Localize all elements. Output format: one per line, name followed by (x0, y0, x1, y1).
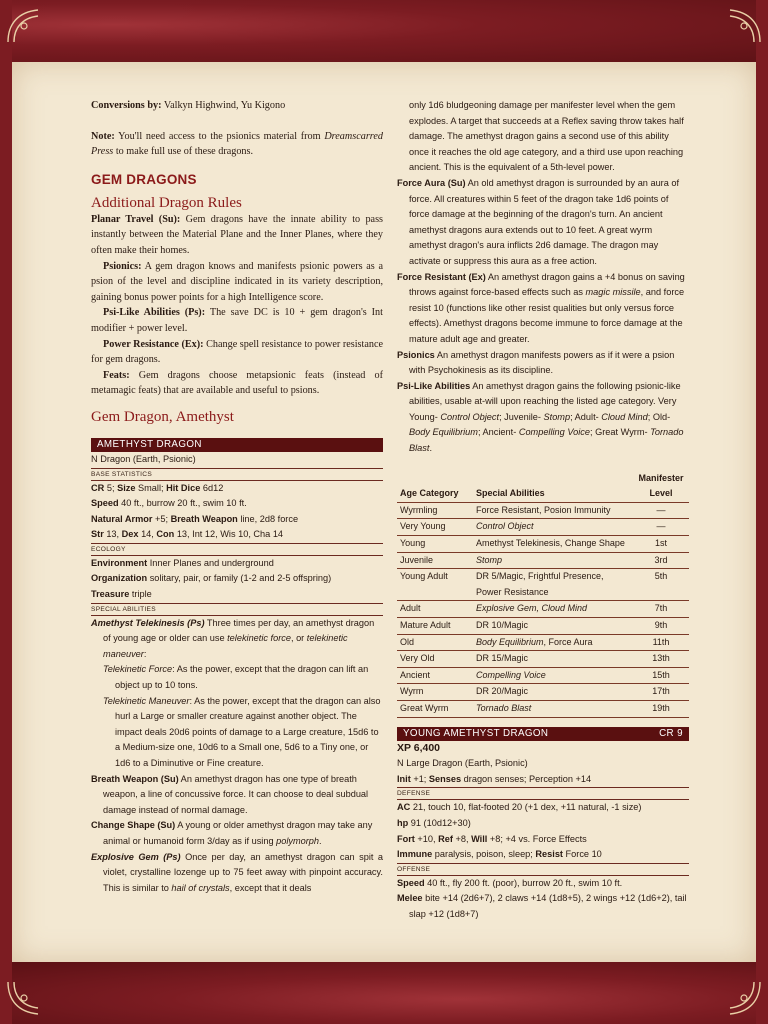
ability-text: An amethyst dragon gains a +4 bonus on saving throws against force-based effects such as (409, 271, 685, 298)
ability-italic: telekinetic maneuver (103, 633, 348, 659)
rule-psionics (91, 259, 383, 306)
manifester-level-cell: 17th (633, 684, 689, 701)
ecology-line (91, 587, 383, 603)
abilities-text: DR 5/Magic, Frightful Presence, Power Resistance (476, 571, 604, 597)
table-row (397, 569, 689, 601)
age-cell: Very Old (397, 651, 473, 668)
column-header-manifester-line2: Level (649, 488, 673, 499)
stat-value: paralysis, poison, sleep; (432, 849, 536, 860)
section-heading-gem-dragons: GEM DRAGONS (91, 171, 197, 187)
stat-key: Str (91, 529, 104, 540)
ability-text: ; Great Wyrm- (589, 427, 651, 438)
ability-text: , or (290, 633, 307, 644)
abilities-text: Stomp (476, 554, 503, 565)
rule-text: Gem dragons choose metapsionic feats (instead of metamagic feats) that are available and useful to psions. (91, 369, 383, 397)
amethyst-stat-block (91, 438, 383, 896)
stat-value: dragon senses; Perception +14 (461, 773, 592, 784)
stat-key: Environment (91, 557, 148, 568)
age-cell: Great Wyrm (397, 700, 473, 717)
border-right (756, 0, 768, 1024)
section-offense: OFFENSE (397, 863, 689, 876)
abilities-cell (473, 684, 633, 701)
rule-text: A gem dragon knows and manifests psionic powers as a psion of the level and discipline indicated in its variety description, gaining bonus power points for a high Intelligence score. (91, 260, 384, 303)
stat-key: Size (117, 482, 136, 493)
rule-text: Gem dragons have the innate ability to pass instantly between the Material Plane and the Inner Planes, where they often make their homes. (91, 213, 384, 256)
stat-block-title (91, 438, 383, 452)
power-name: Body Equilibrium (409, 427, 478, 438)
table-row (397, 502, 689, 519)
abilities-text: DR 20/Magic (476, 686, 529, 697)
manifester-level-cell: 1st (633, 536, 689, 553)
manifester-level-cell: 13th (633, 651, 689, 668)
stat-key: Treasure (91, 589, 130, 600)
ability-name: Psi-Like Abilities (397, 380, 471, 391)
abilities-cell (473, 618, 633, 635)
section-heading-amethyst: Gem Dragon, Amethyst (91, 408, 234, 425)
abilities-cell (473, 569, 633, 601)
ability-text: An amethyst dragon has one type of breath weapon, a line of concussive force. It can choose to deal subdual damage instead of normal damage. (103, 773, 369, 815)
table-row (397, 651, 689, 668)
stat-value: 40 ft., burrow 20 ft., swim 10 ft. (118, 498, 247, 509)
stat-key: Dex (121, 529, 139, 540)
abilities-text: , Force Aura (543, 636, 593, 647)
conversions-value: Valkyn Highwind, Yu Kigono (163, 100, 286, 111)
stat-block-title-text: YOUNG AMETHYST DRAGON (403, 727, 549, 739)
ability-italic: telekinetic force (227, 633, 291, 644)
rule-psi-like (91, 305, 383, 336)
corner-ornament-icon (4, 6, 44, 46)
rule-feats (91, 368, 383, 399)
explosive-gem-continued: only 1d6 bludgeoning damage per manifester level when the gem explodes. A target that succeeds at a Reflex saving throw takes half damage. The amethyst dragon gains a second use of this ability once it reaches the old age category, and a third use upon reaching ancient. This is the equivalent of a 5th-level power. (409, 100, 684, 173)
conversions-label: Conversions by: (91, 100, 162, 111)
ability-telekinetic-maneuver (91, 694, 383, 772)
ability-force-resistant (397, 270, 689, 348)
stat-line-armor (91, 512, 383, 528)
abilities-text: Amethyst Telekinesis, Change Shape (476, 538, 625, 549)
table-row (397, 700, 689, 717)
border-top (0, 0, 768, 62)
ability-text: ; Ancient- (477, 427, 519, 438)
speed-line (397, 876, 689, 892)
xp-line: XP 6,400 (397, 741, 441, 754)
stat-key: Init (397, 773, 411, 784)
section-heading-dragon-rules: Additional Dragon Rules (91, 194, 242, 211)
ability-telekinesis (91, 616, 383, 663)
stat-line-abilities (91, 527, 383, 543)
stat-key: Speed (91, 498, 119, 509)
ability-text: A young or older amethyst dragon may take any animal or humanoid form 3/day as if using (103, 820, 373, 846)
age-cell: Wyrmling (397, 502, 473, 519)
table-row (397, 552, 689, 569)
table-row (397, 601, 689, 618)
stat-key: Melee (397, 893, 423, 904)
ability-name: Amethyst Telekinesis (Ps) (91, 617, 205, 628)
init-line (397, 772, 689, 788)
abilities-italic: Body Equilibrium (476, 636, 544, 647)
abilities-cell (473, 651, 633, 668)
ability-breath-weapon (91, 772, 383, 819)
section-defense: DEFENSE (397, 787, 689, 800)
stat-key: Breath Weapon (170, 513, 238, 524)
stat-value: 5; (104, 482, 118, 493)
note-paragraph (91, 129, 383, 160)
ability-force-aura (397, 176, 689, 270)
immune-line (397, 847, 689, 863)
stat-key: Ref (438, 833, 453, 844)
section-ecology: ECOLOGY (91, 543, 383, 556)
stat-key: Con (156, 529, 175, 540)
abilities-cell (473, 634, 633, 651)
column-header-abilities: Special Abilities (476, 488, 545, 499)
ability-text: Once per day, an amethyst dragon can spit a violet, crystalline lozenge up to 75 feet away with pinpoint accuracy. This is similar to (103, 851, 383, 893)
abilities-cell (473, 700, 633, 717)
abilities-text: Force Resistant, Posion Immunity (476, 504, 611, 515)
corner-ornament-icon (724, 978, 764, 1018)
age-cell: Very Young (397, 519, 473, 536)
stat-key: Fort (397, 833, 415, 844)
stat-value: 40 ft., fly 200 ft. (poor), burrow 20 ft., swim 10 ft. (424, 877, 623, 888)
ability-name: Force Aura (Su) (397, 177, 466, 188)
age-cell: Young Adult (397, 569, 473, 601)
stat-key: AC (397, 802, 411, 813)
hp-line (397, 816, 689, 832)
right-column (397, 98, 689, 923)
ability-psionics (397, 348, 689, 379)
ability-psi-like (397, 379, 689, 457)
challenge-rating: CR 9 (659, 727, 683, 739)
ability-italic: polymorph (276, 835, 320, 846)
abilities-cell (473, 519, 633, 536)
abilities-text: Tornado Blast (476, 702, 532, 713)
manifester-level-cell: 9th (633, 618, 689, 635)
stat-value: 13, Int 12, Wis 10, Cha 14 (174, 529, 284, 540)
ability-name: Force Resistant (Ex) (397, 271, 486, 282)
stat-value: bite +14 (2d6+7), 2 claws +14 (1d8+5), 2 wings +12 (1d6+2), tail slap +12 (1d8+7) (409, 893, 687, 919)
stat-value: +1; (410, 773, 429, 784)
note-publisher: Dreamscarred Press (91, 130, 383, 158)
stat-value: 91 (10d12+30) (408, 817, 471, 828)
ability-explosive-gem (91, 850, 383, 897)
melee-line (397, 891, 689, 922)
power-name: Stomp (543, 411, 571, 422)
saves-line (397, 832, 689, 848)
age-cell: Mature Adult (397, 618, 473, 635)
type-line: N Large Dragon (Earth, Psionic) (397, 758, 528, 769)
table-header-row (397, 471, 689, 503)
stat-value: +8, (452, 833, 472, 844)
manifester-level-cell: 15th (633, 667, 689, 684)
ability-italic: magic missile (585, 287, 641, 298)
corner-ornament-icon (724, 6, 764, 46)
ability-text: : As the power, except that the dragon can also hurl a Large or smaller creature against another object. The impact deals 20d6 points of damage to a Large creature, 15d6 to a Medium-size one, 10d6 to a Small one, 5d6 to a Tiny one, or 1d6 to a Diminutive or Fine creature. (115, 695, 381, 768)
rule-text: Change spell resistance to power resistance for gem dragons. (91, 338, 383, 366)
ability-text: : As the power, except that the dragon can lift an object up to 10 tons. (115, 664, 369, 691)
ability-name: Telekinetic Force (103, 664, 173, 675)
abilities-text: Compelling Voice (476, 669, 546, 680)
manifester-level-cell: 3rd (633, 552, 689, 569)
ability-text: An old amethyst dragon is surrounded by an aura of force. All creatures within 5 feet of the dragon take 1d6 points of force damage at the beginning of the dragon's turn. An ancient amethyst dragons aura extends out to 10 feet. A great wyrm amethyst dragon's aura inflicts 2d6 damage. The dragon may activate or suppress this aura as a free action. (409, 177, 680, 266)
column-header-manifester-line1: Manifester (638, 472, 684, 483)
age-cell: Wyrm (397, 684, 473, 701)
ability-text: . (319, 835, 322, 846)
stat-key: Natural Armor (91, 513, 153, 524)
stat-key: Hit Dice (166, 482, 201, 493)
stat-value: Force 10 (562, 849, 602, 860)
ability-telekinetic-force (91, 662, 383, 693)
stat-value: 21, touch 10, flat-footed 20 (+1 dex, +11 natural, -1 size) (410, 802, 642, 813)
stat-key: hp (397, 817, 409, 828)
ability-text: ; Adult- (570, 411, 602, 422)
parchment-page (12, 62, 756, 962)
table-row (397, 667, 689, 684)
ability-text: Three times per day, an amethyst dragon of young age or older can use (103, 617, 375, 644)
stat-value: +5; (152, 513, 171, 524)
manifester-level-cell: 7th (633, 601, 689, 618)
table-row (397, 634, 689, 651)
left-column (91, 98, 383, 896)
power-name: Control Object (440, 411, 500, 422)
abilities-cell (473, 502, 633, 519)
stat-value: 13, (103, 529, 122, 540)
stat-value: Inner Planes and underground (147, 557, 274, 568)
ability-text: . (429, 443, 432, 454)
young-amethyst-stat-block (397, 727, 689, 923)
section-special-abilities: SPECIAL ABILITIES (91, 603, 383, 616)
ability-text: ; Juvenile- (499, 411, 544, 422)
corner-ornament-icon (4, 978, 44, 1018)
ability-name: Explosive Gem (Ps) (91, 851, 181, 862)
stat-key: Immune (397, 849, 433, 860)
stat-value: Small; (135, 482, 167, 493)
ac-line (397, 800, 689, 816)
rule-text: The save DC is 10 + gem dragon's Int modifier + power level. (91, 307, 383, 334)
ability-text: An amethyst dragon gains the following psionic-like abilities, usable at-will upon reaching the listed age category. Very Young- (409, 380, 681, 422)
abilities-text: Explosive Gem, Cloud Mind (476, 603, 588, 614)
border-left (0, 0, 12, 1024)
stat-key: Will (471, 833, 488, 844)
age-cell: Old (397, 634, 473, 651)
stat-line-speed (91, 496, 383, 512)
table-row (397, 618, 689, 635)
abilities-text: DR 15/Magic (476, 653, 529, 664)
stat-key: Speed (397, 877, 425, 888)
age-cell: Ancient (397, 667, 473, 684)
ability-text: : (143, 648, 147, 659)
ecology-line (91, 556, 383, 572)
abilities-text: Control Object (476, 521, 534, 532)
rule-label: Power Resistance (Ex): (103, 338, 204, 350)
ability-name: Telekinetic Maneuver (103, 695, 190, 706)
rule-label: Psionics: (103, 260, 142, 272)
conversions-line (91, 98, 383, 114)
stat-key: Resist (535, 849, 563, 860)
rule-label: Planar Travel (Su): (91, 213, 181, 225)
ecology-line (91, 571, 383, 587)
section-base-statistics: BASE STATISTICS (91, 468, 383, 481)
stat-value: triple (129, 589, 152, 600)
rule-label: Feats: (103, 369, 130, 381)
power-name: Cloud Mind (601, 411, 648, 422)
ability-name: Breath Weapon (Su) (91, 773, 179, 784)
abilities-cell (473, 601, 633, 618)
manifester-level-cell: — (633, 519, 689, 536)
table-row (397, 519, 689, 536)
stat-value: 14, (138, 529, 157, 540)
stat-block-title (397, 727, 689, 741)
ability-name: Change Shape (Su) (91, 820, 176, 831)
manifester-level-cell: 5th (633, 569, 689, 601)
age-cell: Adult (397, 601, 473, 618)
stat-value: line, 2d8 force (237, 513, 299, 524)
stat-value: solitary, pair, or family (1-2 and 2-5 offspring) (147, 573, 332, 584)
table-row (397, 536, 689, 553)
ability-change-shape (91, 818, 383, 849)
ability-text: ; Old- (647, 411, 671, 422)
ability-italic: hail of crystals (171, 882, 230, 893)
abilities-cell (473, 552, 633, 569)
table-row (397, 684, 689, 701)
manifester-level-cell: — (633, 502, 689, 519)
power-name: Tornado Blast (409, 427, 684, 454)
ability-text: , and force resist 10 (functions like other resist qualities but only versus force effects). Amethyst dragons become immune to force damage at the mature adult age and greater. (409, 287, 685, 344)
column-header-age: Age Category (400, 488, 459, 499)
age-category-table (397, 471, 689, 718)
stat-key: Organization (91, 573, 148, 584)
stat-value: +10, (414, 833, 439, 844)
age-cell: Juvenile (397, 552, 473, 569)
note-label: Note: (91, 130, 115, 142)
stat-key: Senses (428, 773, 462, 784)
ability-text: , except that it deals (229, 882, 312, 893)
ability-name: Psionics (397, 349, 435, 360)
column-header-manifester (633, 471, 689, 503)
manifester-level-cell: 19th (633, 700, 689, 717)
abilities-cell (473, 667, 633, 684)
manifester-level-cell: 11th (633, 634, 689, 651)
stat-value: 6d12 (200, 482, 224, 493)
age-cell: Young (397, 536, 473, 553)
power-name: Compelling Voice (518, 427, 590, 438)
note-text-end: to make full use of these dragons. (115, 146, 254, 158)
age-table-body (397, 502, 689, 717)
stat-block-title-text: AMETHYST DRAGON (97, 438, 202, 450)
rule-label: Psi-Like Abilities (Ps): (103, 307, 206, 319)
type-line: N Dragon (Earth, Psionic) (91, 453, 196, 464)
stat-line-cr (91, 481, 383, 497)
stat-key: CR (91, 482, 105, 493)
stat-value: +8; +4 vs. Force Effects (487, 833, 587, 844)
abilities-cell (473, 536, 633, 553)
rule-power-resistance (91, 337, 383, 368)
note-text: You'll need access to the psionics material from (118, 130, 321, 142)
abilities-text: DR 10/Magic (476, 620, 529, 630)
ability-text: An amethyst dragon manifests powers as if it were a psion with Psychokinesis as its discipline. (409, 349, 675, 376)
rule-planar-travel (91, 212, 383, 259)
border-bottom (0, 962, 768, 1024)
